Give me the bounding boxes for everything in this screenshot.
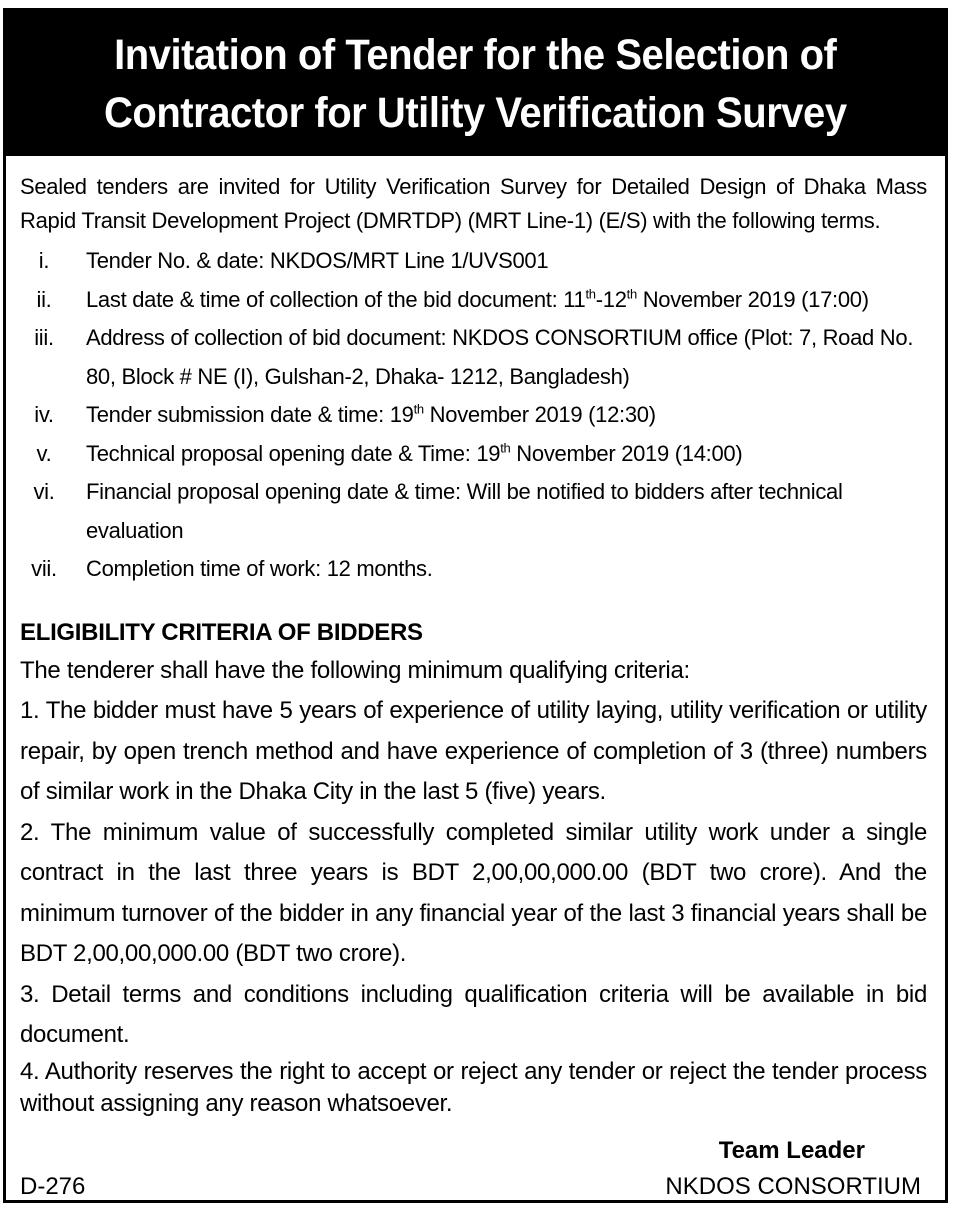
term-number: ii.	[36, 286, 52, 312]
eligibility-criterion: 2. The minimum value of successfully completed similar utility work under a single contract in the last three years is BDT 2,00,00,000.00 (BDT two crore). And the minimum turnover of the bidder in any financial year of the last 3 financial years shall be BDT 2,00,00,000.00 (BDT two crore).	[20, 818, 927, 967]
term-text: Tender No. & date: NKDOS/MRT Line 1/UVS001	[86, 248, 549, 273]
term-number: iii.	[34, 325, 54, 350]
term-text: Last date & time of collection of the bid document: 11th-12th November 2019 (17:00)	[86, 286, 869, 312]
terms-list	[20, 242, 927, 589]
term-text: Financial proposal opening date & time: Will be notified to bidders after technical evaluation	[86, 479, 843, 543]
notice-title	[104, 26, 847, 142]
term-item	[20, 435, 927, 474]
term-item	[20, 473, 927, 550]
term-item	[20, 242, 927, 281]
eligibility-criterion: 1. The bidder must have 5 years of experience of utility laying, utility verification or utility repair, by open trench method and have experience of completion of 3 (three) numbers of similar work in the Dhaka City in the last 5 (five) years.	[20, 697, 927, 805]
term-number: vii.	[31, 556, 57, 581]
term-item	[20, 396, 927, 435]
title-line-2: Contractor for Utility Verification Survey	[104, 88, 847, 137]
eligibility-lead: The tenderer shall have the following minimum qualifying criteria:	[20, 656, 690, 684]
eligibility-criterion: 4. Authority reserves the right to accept or reject any tender or reject the tender process without assigning any reason whatsoever.	[20, 1057, 927, 1117]
term-text: Completion time of work: 12 months.	[86, 556, 433, 581]
eligibility-criterion: 3. Detail terms and conditions including qualification criteria will be available in bid document.	[20, 980, 927, 1048]
term-text: Technical proposal opening date & Time: 19th November 2019 (14:00)	[86, 440, 743, 466]
title-line-1: Invitation of Tender for the Selection of	[114, 30, 837, 79]
intro-paragraph: Sealed tenders are invited for Utility Verification Survey for Detailed Design of Dhaka Mass Rapid Transit Development Project (DMRTDP) (MRT Line-1) (E/S) with the following terms.	[20, 174, 927, 233]
term-item	[20, 550, 927, 589]
term-number: v.	[36, 440, 52, 466]
term-number: iv.	[34, 402, 54, 427]
notice-header	[6, 11, 945, 156]
term-item	[20, 281, 927, 320]
term-item	[20, 319, 927, 396]
organization-name: NKDOS CONSORTIUM	[665, 1173, 921, 1200]
notice-body	[6, 156, 945, 1120]
term-text: Tender submission date & time: 19th November 2019 (12:30)	[86, 401, 656, 427]
term-number: i.	[38, 248, 50, 273]
tender-notice	[3, 8, 948, 1203]
term-number: vi.	[33, 479, 55, 504]
signatory-title: Team Leader	[718, 1137, 865, 1164]
term-text: Address of collection of bid document: NKDOS CONSORTIUM office (Plot: 7, Road No. 80, Block # NE (I), Gulshan-2, Dhaka- 1212, Bangladesh)	[86, 325, 914, 389]
notice-code: D-276	[20, 1173, 86, 1200]
eligibility-heading: ELIGIBILITY CRITERIA OF BIDDERS	[20, 618, 423, 646]
